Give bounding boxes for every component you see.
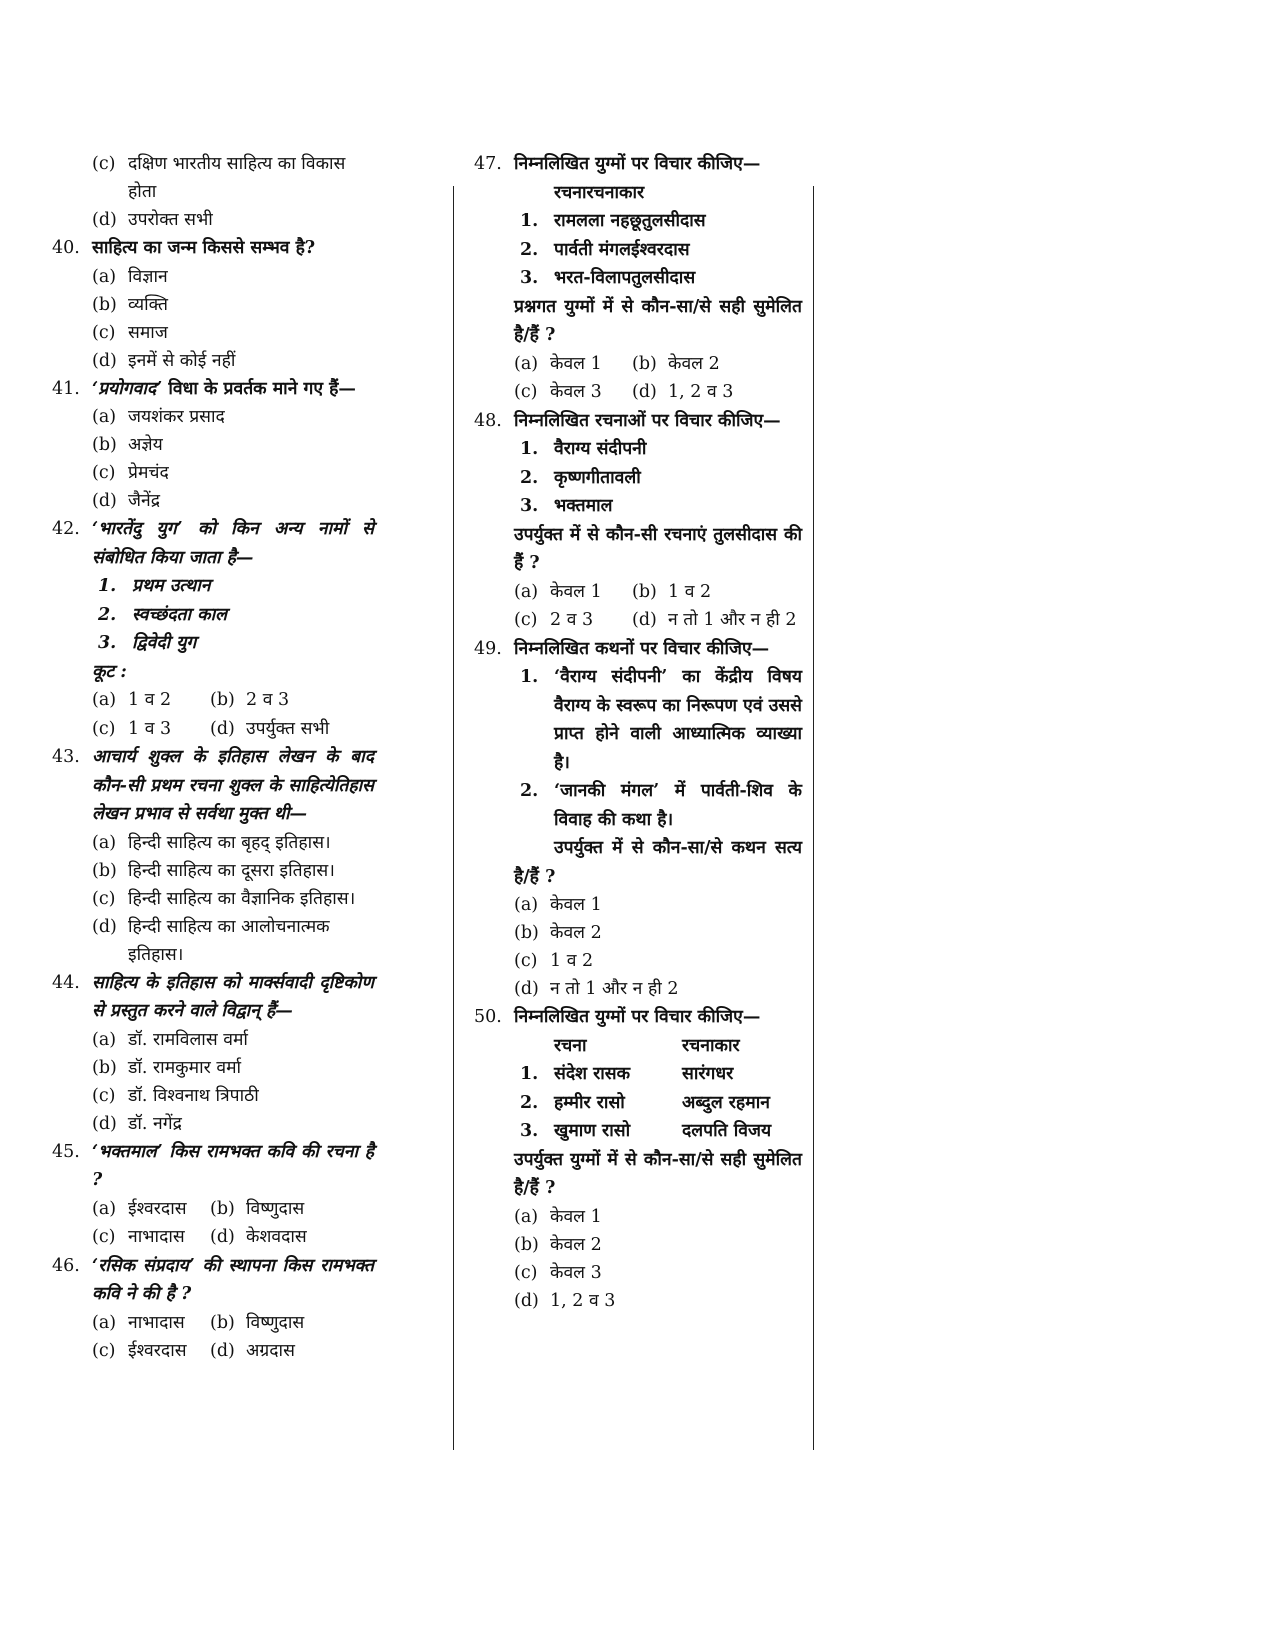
option-text: केवल 2 [550,923,602,943]
question-50 [474,1003,802,1032]
option-label: (a) [92,832,117,853]
option-text: नाभादास [128,1227,185,1247]
option-text: ईश्वरदास [128,1341,187,1361]
question-rest: किस रामभक्त कवि की रचना है ? [92,1141,374,1190]
option-text: केवल 1 [550,1206,602,1227]
question-text: निम्नलिखित युग्मों पर विचार कीजिए— [514,1007,761,1027]
option [92,829,374,857]
list-item [520,435,802,464]
question-44 [52,969,374,1026]
option-label: (b) [632,581,657,602]
option-row [92,1223,374,1252]
option-text: केवल 1 [550,581,602,602]
item-text: द्विवेदी युग [132,633,197,653]
option-text: केवल 1 [550,895,602,915]
pair-row [520,1060,802,1089]
item-text: ‘वैराग्य संदीपनी’ का केंद्रीय विषय वैराग्य के स्वरूप का निरूपण एवं उससे प्राप्त होने वाली आध्यात्मिक व्याख्या है। [554,667,802,773]
option-label: (d) [632,382,657,402]
item-text: ‘जानकी मंगल’ में पार्वती-शिव के विवाह की कथा है। [554,781,802,830]
option-label: (b) [210,1198,235,1219]
item-number: 2. [520,1092,539,1113]
option-text: जैनेंद्र [128,491,160,511]
item-text: प्रथम उत्थान [132,576,211,596]
option-label: (d) [210,718,235,739]
list-item [520,464,802,493]
pair-header [554,1032,802,1061]
list-item [520,236,802,265]
option-label: (b) [514,1234,539,1255]
option-text: अज्ञेय [128,435,163,455]
question-text [92,1252,374,1309]
question-rest: विधा के प्रवर्तक माने गए हैं— [162,378,356,399]
option [92,403,374,431]
option [92,1026,374,1054]
option-row [92,1309,374,1338]
option [92,459,374,487]
option [514,1259,802,1287]
question-text [92,1138,374,1195]
option-row [92,715,374,744]
question-number: 42. [52,519,80,539]
option-text: 1 व 3 [128,718,172,739]
option-label: (c) [92,463,116,483]
option [92,857,374,885]
option-text: 1 व 2 [550,951,594,971]
question-rest: की स्थापना किस रामभक्त कवि ने की है ? [92,1255,374,1304]
option-label: (d) [92,1113,117,1134]
option [514,975,802,1003]
question-number: 46. [52,1255,80,1276]
option-text: विज्ञान [128,266,168,287]
option-text: न तो 1 और न ही 2 [550,979,679,999]
list-item [520,777,802,834]
list-item [98,572,374,601]
question-47 [474,150,802,179]
option [92,487,374,515]
question-41 [52,375,374,404]
option-text: उपर्युक्त सभी [246,718,330,739]
option-label: (a) [92,1312,117,1333]
option [514,1231,802,1259]
column-divider-right [813,186,814,1450]
question-45 [52,1138,374,1195]
item-number: 1. [520,439,539,459]
option-row [92,686,374,715]
option [92,1082,374,1110]
question-text: आचार्य शुक्ल के इतिहास लेखन के बाद कौन-सी प्रथम रचना शुक्ल के साहित्येतिहास लेखन प्रभाव से सर्वथा मुक्त थी— [92,747,374,824]
option-label: (a) [92,690,117,710]
option-text: हिन्दी साहित्य का दूसरा इतिहास। [128,860,335,881]
option-text: डॉ. रामविलास वर्मा [128,1029,248,1050]
question-text: साहित्य का जन्म किससे सम्भव है? [92,238,316,258]
question-42 [52,515,374,572]
list-item [520,492,802,521]
item-number: 2. [520,239,539,260]
question-number: 48. [474,410,502,431]
option-label: (a) [92,266,117,287]
option-row [92,1337,374,1366]
option [514,919,802,947]
option-label: (a) [514,1206,539,1227]
option-text: विष्णुदास [246,1312,305,1333]
question-43 [52,743,374,829]
kut-label: कूट : [92,661,127,682]
item-text: रामलला नहछूतुलसीदास [554,211,706,231]
option-text: हिन्दी साहित्य का वैज्ञानिक इतिहास। [128,888,356,909]
option-label: (a) [92,1198,117,1219]
option-text: केवल 3 [550,1262,602,1283]
item-text: भक्तमाल [554,496,613,516]
question-ask: प्रश्नगत युग्मों में से कौन-सा/से सही सुमेलित है/हैं ? [514,296,802,345]
option-label: (a) [92,1029,117,1050]
option-row [92,1195,374,1224]
option-row [514,350,802,379]
option-label: (c) [92,154,116,174]
option [92,263,374,291]
option-text: ईश्वरदास [128,1198,187,1219]
pair-row [520,1117,802,1146]
option-text: केवल 3 [550,382,602,402]
item-number: 1. [98,576,117,596]
option-text: नाभादास [128,1312,185,1333]
question-46 [52,1252,374,1309]
option-text: विष्णुदास [246,1198,305,1219]
item-number: 1. [520,1064,539,1084]
option-text: 1 व 2 [668,581,712,602]
option-text: प्रेमचंद [128,463,169,483]
question-ask: उपर्युक्त में से कौन-सा/से कथन सत्य है/हैं ? [514,838,802,887]
question-number: 41. [52,378,80,399]
pair-work: हम्मीर रासो [554,1092,625,1113]
question-49 [474,635,802,664]
option-label: (b) [92,435,117,455]
option-label: (b) [632,353,657,374]
left-column [52,150,374,1366]
pair-author: सारंगधर [682,1064,734,1084]
option-label: (d) [210,1341,235,1361]
option-label: (d) [92,350,117,371]
option-label: (c) [92,1085,116,1106]
question-text: निम्नलिखित रचनाओं पर विचार कीजिए— [514,410,781,431]
option [92,150,374,206]
item-number: 1. [520,211,539,231]
option-label: (c) [514,610,538,630]
question-number: 50. [474,1007,502,1027]
option-label: (d) [92,491,117,511]
option-label: (d) [514,979,539,999]
header-work: रचना [554,1035,587,1056]
item-number: 2. [98,604,117,625]
option-label: (a) [92,407,117,427]
option [92,913,374,969]
option-text: जयशंकर प्रसाद [128,407,225,427]
option [92,206,374,234]
question-number: 47. [474,154,502,174]
option-text: 2 व 3 [550,610,594,630]
option-text: 1, 2 व 3 [668,382,734,402]
question-number: 45. [52,1141,80,1162]
option [514,947,802,975]
question-text [92,375,374,404]
option-text: अग्रदास [246,1341,295,1361]
option-label: (d) [210,1227,235,1247]
option [92,431,374,459]
question-48 [474,407,802,436]
option-text: डॉ. विश्वनाथ त्रिपाठी [128,1085,259,1106]
option-label: (d) [514,1290,539,1311]
option-text: इनमें से कोई नहीं [128,350,236,371]
question-text: ‘भारतेंदु युग’ को किन अन्य नामों से संबोधित किया जाता है— [92,519,374,568]
option-text: 1 व 2 [128,690,172,710]
option-text: केशवदास [246,1227,307,1247]
item-text: भरत-विलापतुलसीदास [554,268,696,288]
option-label: (d) [92,210,117,230]
option-label: (b) [92,294,117,315]
question-number: 49. [474,638,502,659]
option-row [514,378,802,407]
question-40 [52,234,374,263]
list-item [520,207,802,236]
option-label: (d) [632,610,657,630]
item-number: 1. [520,667,539,687]
option-label: (c) [92,1227,116,1247]
option-row [514,578,802,607]
option-text: डॉ. नगेंद्र [128,1113,182,1134]
option-label: (c) [514,1262,538,1283]
option-label: (b) [210,1312,235,1333]
option [514,891,802,919]
option-text: उपरोक्त सभी [128,210,213,230]
item-number: 3. [520,496,539,516]
item-number: 2. [520,781,539,801]
question-text: निम्नलिखित युग्मों पर विचार कीजिए— [514,154,761,174]
item-number: 3. [520,1121,539,1141]
option-label: (a) [514,581,539,602]
option-text: हिन्दी साहित्य का आलोचनात्मक इतिहास। [128,916,330,965]
option-label: (b) [210,690,235,710]
option [92,347,374,375]
question-number: 43. [52,747,80,767]
option [92,1110,374,1138]
item-number: 3. [98,633,117,653]
option-label: (b) [92,860,117,881]
item-text: कृष्णगीतावली [554,467,641,488]
pair-header: रचनारचनाकार [554,182,645,203]
option [514,1203,802,1231]
option-text: हिन्दी साहित्य का बृहद् इतिहास। [128,832,331,853]
option [92,291,374,319]
list-item [98,629,374,658]
option [92,885,374,913]
option-label: (a) [514,353,539,374]
option-row [514,606,802,635]
pair-work: खुमाण रासो [554,1121,631,1141]
pair-work: संदेश रासक [554,1064,631,1084]
option-label: (a) [514,895,539,915]
option-text: डॉ. रामकुमार वर्मा [128,1057,242,1078]
pair-author: अब्दुल रहमान [682,1092,770,1113]
option-text: व्यक्ति [128,294,169,315]
option-text: केवल 2 [668,353,720,374]
option-label: (c) [92,1341,116,1361]
option-text: समाज [128,322,168,343]
option [92,1054,374,1082]
option-label: (c) [92,888,116,909]
option-label: (d) [92,916,117,937]
option-text: केवल 1 [550,353,602,374]
option-text: न तो 1 और न ही 2 [668,610,797,630]
option-label: (c) [514,382,538,402]
option-label: (c) [92,718,116,739]
question-ask: उपर्युक्त युग्मों में से कौन-सा/से सही सुमेलित है/हैं ? [514,1149,802,1198]
header-author: रचनाकार [682,1035,740,1056]
right-column [474,150,802,1315]
question-quote: ‘प्रयोगवाद’ [92,378,163,399]
list-item [98,601,374,630]
question-number: 44. [52,972,80,993]
option-text: 1, 2 व 3 [550,1290,616,1311]
question-number: 40. [52,238,80,258]
list-item [520,663,802,777]
item-text: वैराग्य संदीपनी [554,439,647,459]
item-text: स्वच्छंदता काल [132,604,227,625]
item-number: 2. [520,467,539,488]
option-text: केवल 2 [550,1234,602,1255]
question-text: साहित्य के इतिहास को मार्क्सवादी दृष्टिकोण से प्रस्तुत करने वाले विद्वान् हैं— [92,972,374,1021]
item-text: पार्वती मंगलईश्वरदास [554,239,690,260]
option [514,1287,802,1315]
option-label: (b) [92,1057,117,1078]
pair-row [520,1089,802,1118]
pair-author: दलपति विजय [682,1121,772,1141]
list-item [520,264,802,293]
question-ask: उपर्युक्त में से कौन-सी रचनाएं तुलसीदास की हैं ? [514,524,802,573]
question-quote: ‘रसिक संप्रदाय’ [92,1255,195,1276]
question-quote: ‘भक्तमाल’ [92,1141,163,1162]
option [92,319,374,347]
option-text: दक्षिण भारतीय साहित्य का विकास होता [128,154,346,202]
option-label: (b) [514,923,539,943]
option-label: (c) [514,951,538,971]
item-number: 3. [520,268,539,288]
question-text: निम्नलिखित कथनों पर विचार कीजिए— [514,638,770,659]
option-text: 2 व 3 [246,690,290,710]
option-label: (c) [92,322,116,343]
column-divider-left [453,186,454,1450]
